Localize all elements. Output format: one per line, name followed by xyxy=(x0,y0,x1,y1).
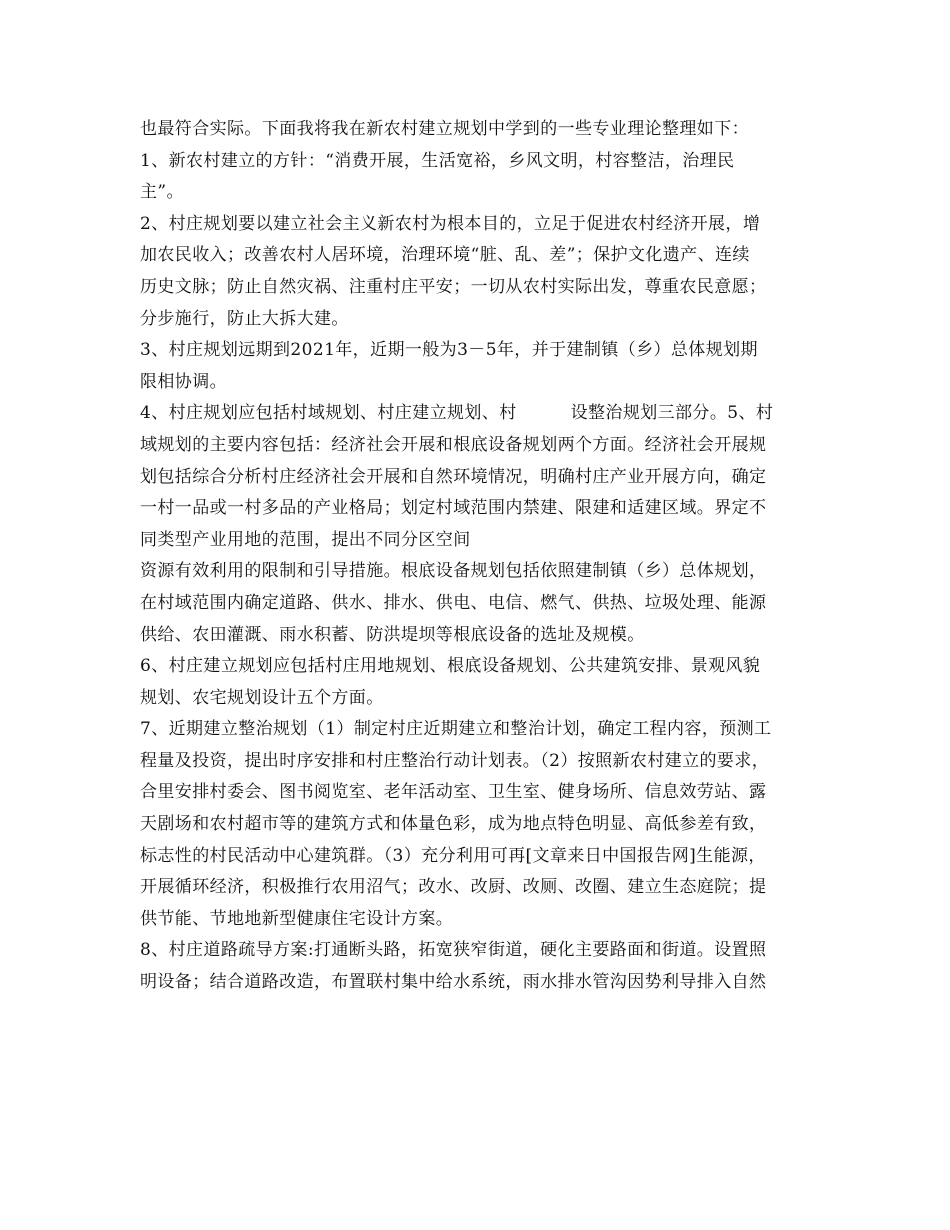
text-line: 8、村庄道路疏导方案:打通断头路，拓宽狭窄街道，硬化主要路面和街道。设置照 xyxy=(140,940,767,961)
text-line: 供节能、节地地新型健康住宅设计方案。 xyxy=(140,908,454,929)
text-line: 限相协调。 xyxy=(140,371,227,392)
text-line: 域规划的主要内容包括：经济社会开展和根底设备规划两个方面。经济社会开展规 xyxy=(140,434,767,455)
text-line: 明设备；结合道路改造，布置联村集中给水系统，雨水排水管沟因势利导排入自然 xyxy=(140,972,767,993)
text-line: 历史文脉；防止自然灾祸、注重村庄平安；一切从农村实际出发，尊重农民意愿； xyxy=(140,276,767,297)
text-line: 也最符合实际。下面我将我在新农村建立规划中学到的一些专业理论整理如下： xyxy=(140,119,749,139)
text-line: 6、村庄建立规划应包括村庄用地规划、根底设备规划、公共建筑安排、景观风貌 xyxy=(140,656,761,677)
text-line: 供给、农田灌溉、雨水积蓄、防洪堤坝等根底设备的选址及规模。 xyxy=(140,624,645,645)
document-body xyxy=(140,114,830,999)
text-line: 1、新农村建立的方针：“消费开展，生活宽裕，乡风文明，村容整洁，治理民 xyxy=(140,150,735,171)
text-line: 开展循环经济，积极推行农用沼气；改水、改厨、改厕、改圈、建立生态庭院；提 xyxy=(140,877,767,898)
text-line: 一村一品或一村多品的产业格局；划定村域范围内禁建、限建和适建区域。界定不 xyxy=(140,498,767,519)
text-line: 7、近期建立整治规划（1）制定村庄近期建立和整治计划，确定工程内容，预测工 xyxy=(140,719,772,740)
text-line: 天剧场和农村超市等的建筑方式和体量色彩，成为地点特色明显、高低参差有致， xyxy=(140,814,767,835)
text-line: 划包括综合分析村庄经济社会开展和自然环境情况，明确村庄产业开展方向，确定 xyxy=(140,466,767,487)
text-line: 加农民收入；改善农村人居环境，治理环境“脏、乱、差”；保护文化遗产、连续 xyxy=(140,245,750,266)
text-segment: 设整治规划三部分。5、村 xyxy=(570,403,774,424)
text-line: 3、村庄规划远期到2021年，近期一般为3－5年，并于建制镇（乡）总体规划期 xyxy=(140,340,758,361)
text-line: 合里安排村委会、图书阅览室、老年活动室、卫生室、健身场所、信息效劳站、露 xyxy=(140,782,767,803)
text-line: 资源有效利用的限制和引导措施。根底设备规划包括依照建制镇（乡）总体规划， xyxy=(140,561,767,582)
text-line: 主”。 xyxy=(140,182,184,203)
text-line: 同类型产业用地的范围，提出不同分区空间 xyxy=(140,529,471,550)
text-line-split xyxy=(140,398,830,430)
text-segment: 4、村庄规划应包括村域规划、村庄建立规划、村 xyxy=(140,403,517,424)
text-line: 规划、农宅规划设计五个方面。 xyxy=(140,687,384,708)
text-line: 标志性的村民活动中心建筑群。（3）充分利用可再[文章来日中国报告网]生能源， xyxy=(140,845,766,866)
text-line: 分步施行，防止大拆大建。 xyxy=(140,308,349,329)
text-line: 在村域范围内确定道路、供水、排水、供电、电信、燃气、供热、垃圾处理、能源 xyxy=(140,592,767,613)
text-line: 2、村庄规划要以建立社会主义新农村为根本目的，立足于促进农村经济开展，增 xyxy=(140,213,761,234)
text-line: 程量及投资，提出时序安排和村庄整治行动计划表。（2）按照新农村建立的要求， xyxy=(140,750,770,771)
